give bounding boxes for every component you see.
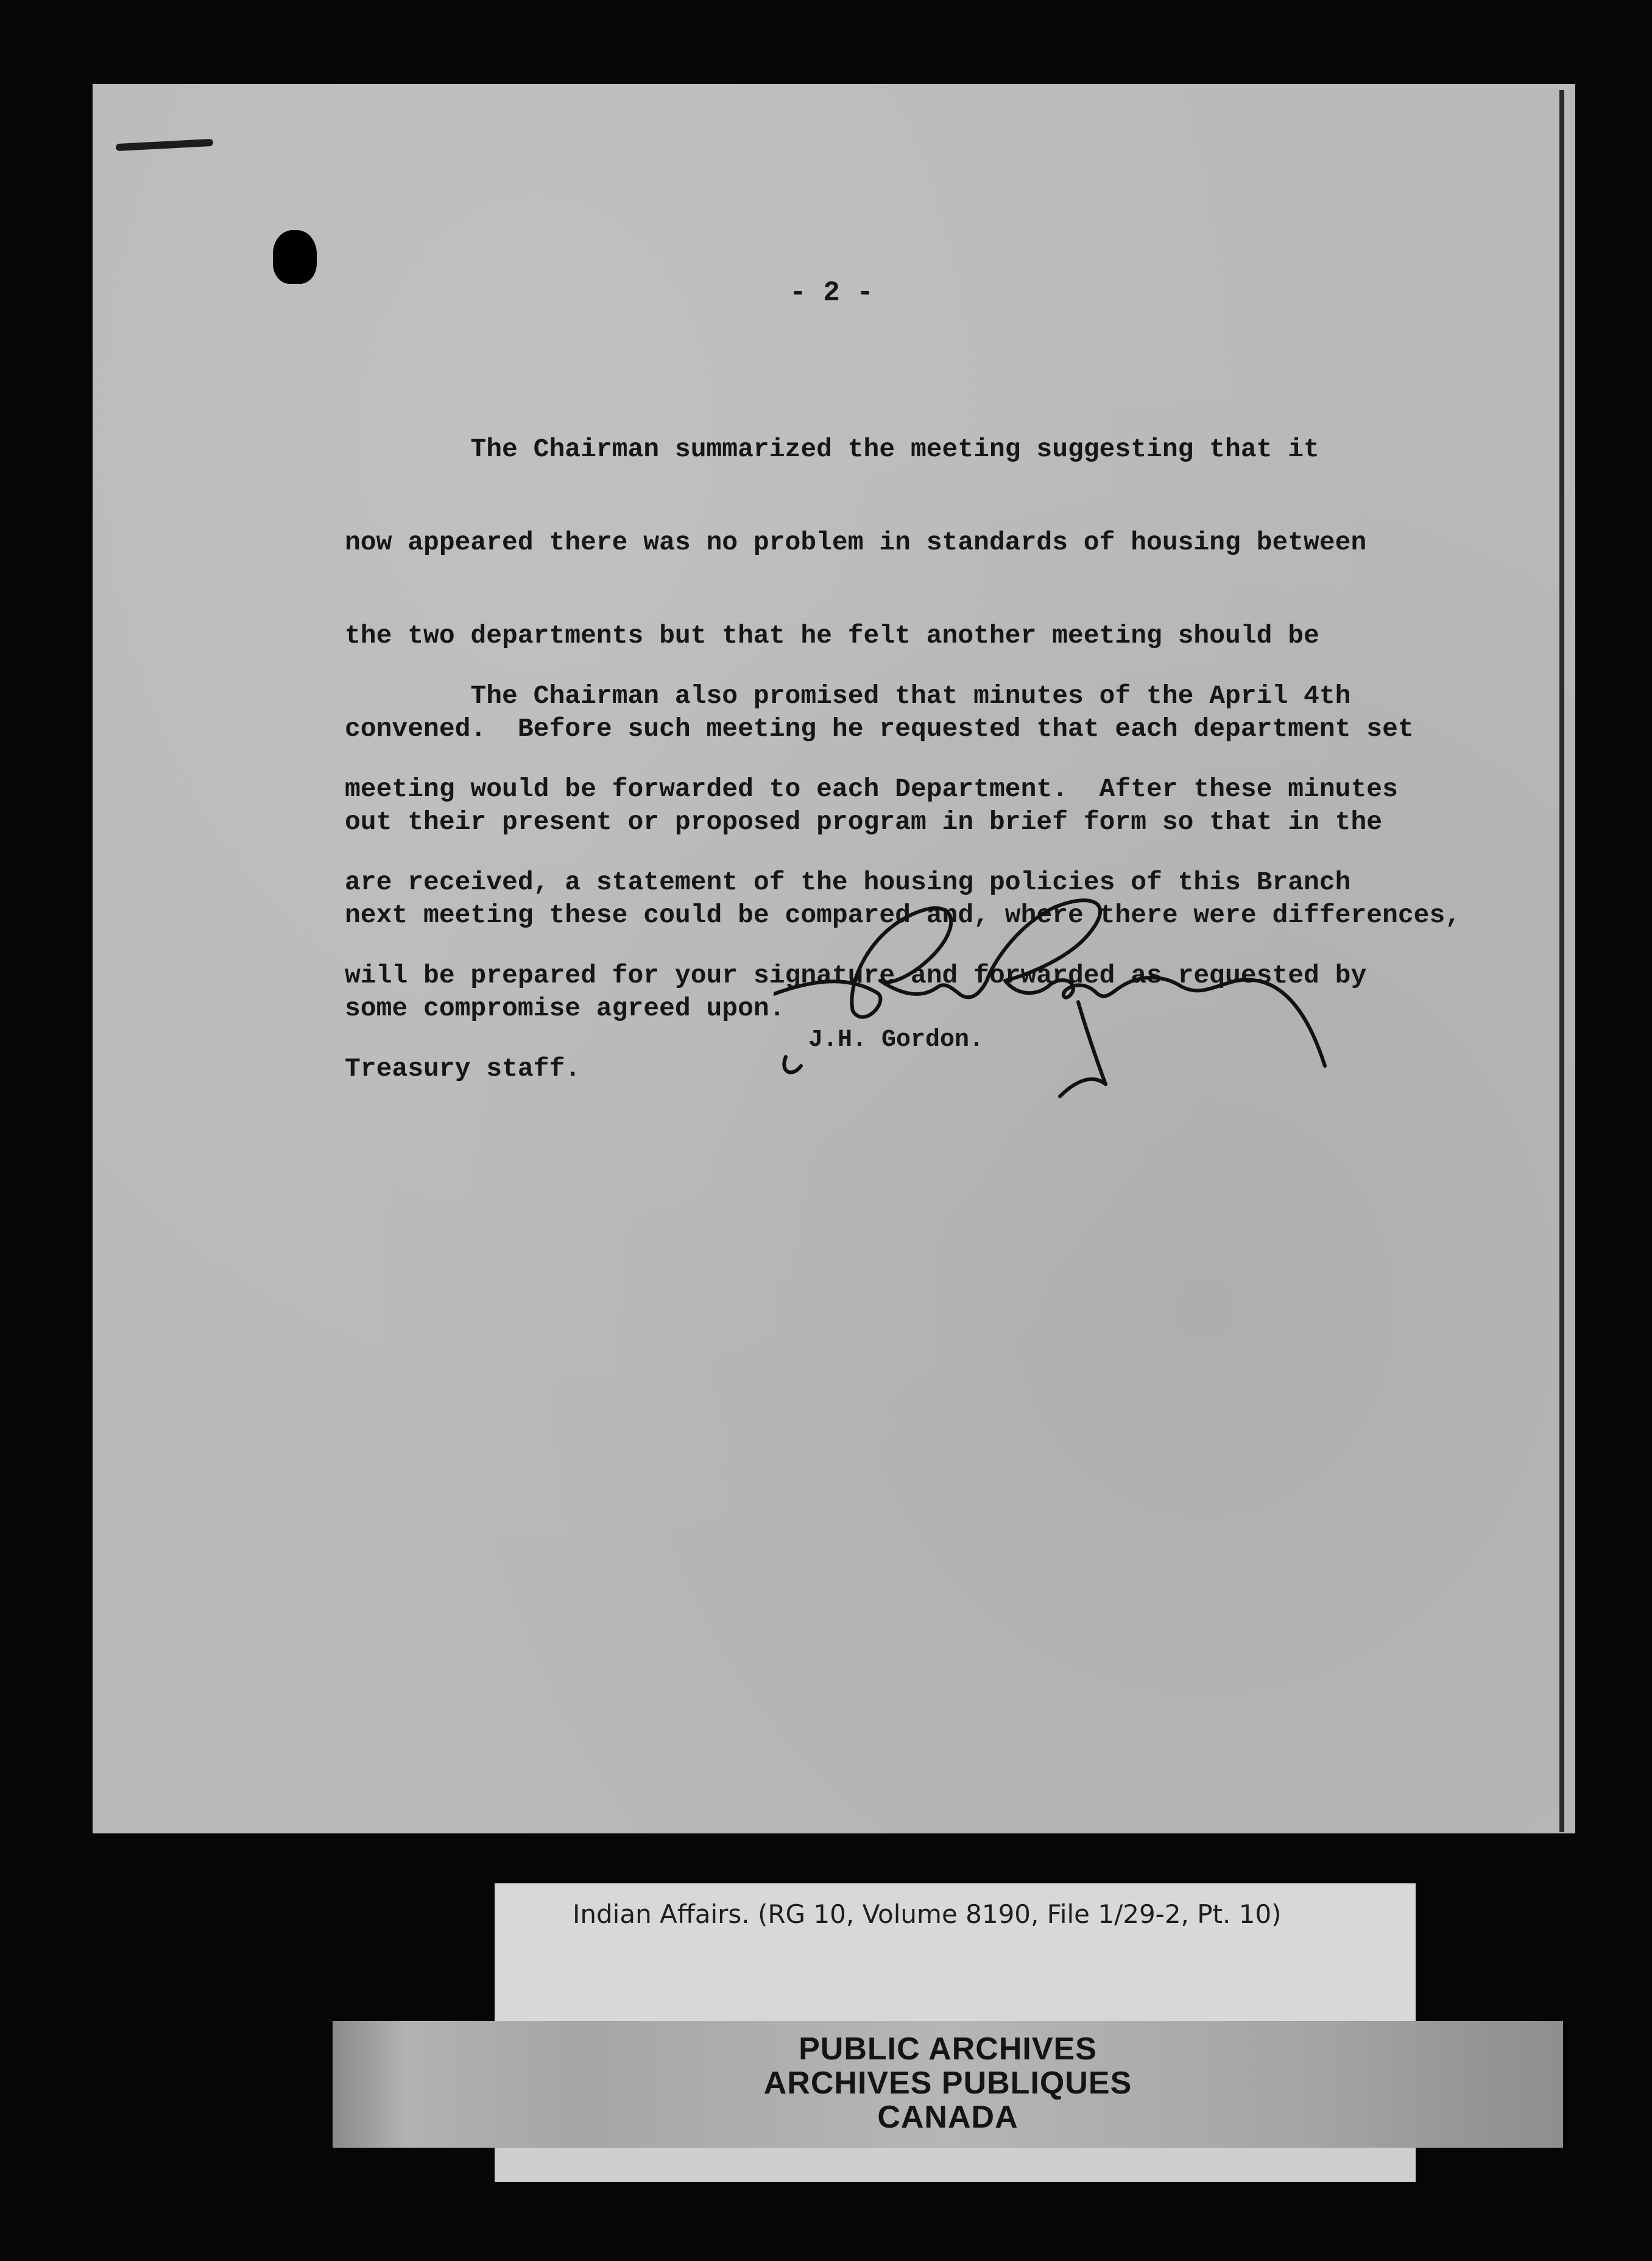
signatory-name: J.H. Gordon.: [808, 1026, 984, 1054]
text-line: meeting would be forwarded to each Department. After these minutes: [345, 774, 1398, 804]
text-line: are received, a statement of the housing policies of this Branch: [345, 867, 1351, 897]
archive-stamp-strip: [495, 2148, 1416, 2182]
text-line: out their present or proposed program in brief form so that in the: [345, 807, 1383, 837]
text-line: will be prepared for your signature and forwarded as requested by: [345, 961, 1367, 990]
text-line: Treasury staff.: [345, 1054, 581, 1084]
archive-stamp: [333, 2032, 1563, 2134]
archive-reference-text: Indian Affairs. (RG 10, Volume 8190, File 1/29-2, Pt. 10): [573, 1899, 1282, 1929]
punch-hole: [273, 230, 317, 284]
stamp-line-canada: CANADA: [877, 2100, 1018, 2135]
text-line: The Chairman also promised that minutes of the April 4th: [345, 681, 1351, 711]
text-line: some compromise agreed upon.: [345, 993, 785, 1023]
page-edge-shadow: [1559, 90, 1564, 1832]
text-line: the two departments but that he felt another meeting should be: [345, 621, 1319, 651]
handwritten-signature: [774, 889, 1340, 1109]
text-line: now appeared there was no problem in standards of housing between: [345, 527, 1367, 557]
text-line: The Chairman summarized the meeting suggesting that it: [345, 434, 1319, 464]
text-line: next meeting these could be compared and, where there were differences,: [345, 900, 1461, 930]
stamp-line-public-archives: PUBLIC ARCHIVES: [799, 2031, 1097, 2067]
text-line: convened. Before such meeting he requested that each department set: [345, 714, 1414, 744]
page-number: - 2 -: [789, 277, 874, 309]
stamp-line-archives-publiques: ARCHIVES PUBLIQUES: [763, 2065, 1132, 2101]
